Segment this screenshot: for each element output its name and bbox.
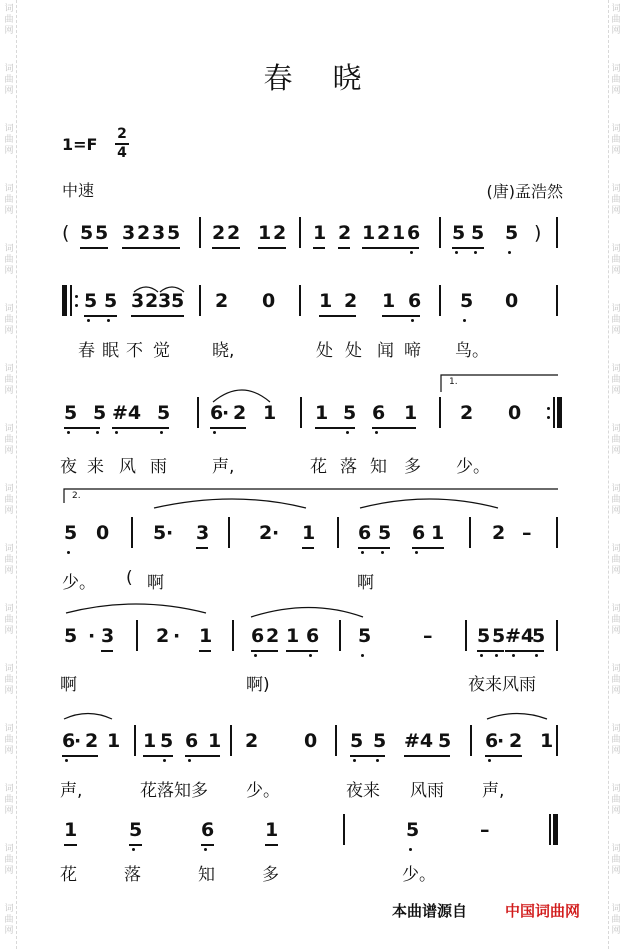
note: 5 — [129, 819, 143, 841]
underline-beam — [286, 650, 318, 652]
low-dot — [376, 759, 379, 762]
repeat-dot — [75, 304, 78, 307]
song-title: 春晓 — [263, 61, 402, 95]
final-barline-thick — [553, 814, 558, 845]
barline — [556, 285, 558, 316]
low-dot — [353, 759, 356, 762]
note: 1 — [286, 625, 300, 647]
lyric: 鸟。 — [455, 341, 489, 361]
note: · — [497, 730, 505, 752]
repeat-start-thin — [70, 285, 72, 316]
barline — [199, 285, 201, 316]
volta-1-bracket — [441, 375, 558, 392]
underline-beam — [199, 650, 211, 652]
barline — [465, 620, 467, 651]
note: 1 — [64, 819, 78, 841]
note: 5 — [95, 222, 109, 244]
underline-beam — [143, 755, 173, 757]
underline-beam — [201, 844, 214, 846]
low-dot — [65, 759, 68, 762]
barline — [470, 725, 472, 756]
lyric: 啼 — [404, 341, 421, 361]
underline-beam — [302, 547, 314, 549]
watermark-left: 词 曲 网 词 曲 网 词 曲 网 词 曲 网 词 曲 网 词 曲 网 词 曲 网 词 曲 网 词 曲 网 词 曲 网 词 曲 网 词 曲 网 词 曲 网 词 曲 网 词 曲 网 词 曲 网 — [2, 0, 17, 949]
note: 0 — [508, 402, 522, 424]
slur — [154, 499, 306, 508]
underline-beam — [212, 247, 240, 249]
underline-beam — [358, 547, 390, 549]
source-site-link[interactable]: 中国词曲网 — [505, 902, 581, 920]
key-signature: 1=F — [62, 135, 98, 154]
note: 1 — [313, 222, 327, 244]
barline — [199, 217, 201, 248]
lyric: 雨 — [150, 457, 167, 477]
note: 3 — [101, 625, 115, 647]
note: · — [222, 402, 230, 424]
slur — [66, 604, 206, 613]
underline-beam — [485, 755, 522, 757]
low-dot — [67, 431, 70, 434]
note: 5 — [64, 625, 78, 647]
repeat-start-thick — [62, 285, 67, 316]
low-dot — [455, 251, 458, 254]
underline-beam — [404, 755, 450, 757]
note: 6 — [185, 730, 199, 752]
lyric: 晓, — [212, 341, 235, 361]
barline — [556, 620, 558, 651]
lyric: 知 — [198, 865, 215, 885]
repeat-dot — [547, 407, 550, 410]
note: 1 — [319, 290, 333, 312]
underline-beam — [101, 650, 113, 652]
barline — [439, 217, 441, 248]
low-dot — [409, 848, 412, 851]
note: 2 — [460, 402, 474, 424]
staff-4 — [0, 521, 625, 575]
lyric: 啊 — [357, 573, 374, 593]
underline-beam — [196, 547, 208, 549]
barline — [335, 725, 337, 756]
note: – — [522, 522, 532, 544]
low-dot — [204, 848, 207, 851]
note: 2 — [245, 730, 259, 752]
note: 5 — [104, 290, 118, 312]
note: 2 — [492, 522, 506, 544]
staff-1 — [0, 221, 625, 275]
repeat-end-thick — [557, 397, 562, 428]
note: 5 — [84, 290, 98, 312]
note: 5 — [93, 402, 107, 424]
underline-beam — [319, 315, 356, 317]
lyric: 花 — [310, 457, 327, 477]
note: 5 — [373, 730, 387, 752]
note: 1 — [265, 819, 279, 841]
low-dot — [87, 319, 90, 322]
note: 5 — [460, 290, 474, 312]
note: 5 — [438, 730, 452, 752]
volta-2-bracket — [64, 489, 558, 503]
barline — [131, 517, 133, 548]
note: #4 — [112, 402, 142, 424]
note: 1 — [540, 730, 554, 752]
note: · — [74, 730, 82, 752]
lyrics-line-5 — [0, 670, 625, 698]
note: 1 — [208, 730, 222, 752]
note: 5 — [378, 522, 392, 544]
low-dot — [415, 551, 418, 554]
lyric: 啊 — [147, 573, 164, 593]
note: 5 — [171, 290, 185, 312]
underline-beam — [185, 755, 220, 757]
barline — [439, 285, 441, 316]
lyric: 闻 — [377, 341, 394, 361]
note: 2 — [266, 625, 280, 647]
repeat-end-thin — [553, 397, 555, 428]
note: 5 — [160, 730, 174, 752]
note: 5 — [471, 222, 485, 244]
note: 1 — [107, 730, 121, 752]
repeat-dot — [547, 416, 550, 419]
note: 6 — [407, 222, 421, 244]
note: 5 — [64, 402, 78, 424]
lyric: 不 — [126, 341, 143, 361]
lyric: 夜来 — [346, 781, 380, 801]
note: 0 — [96, 522, 110, 544]
note: 5 — [505, 222, 519, 244]
lyric: 春 — [78, 341, 95, 361]
note: · — [166, 522, 174, 544]
source-prefix: 本曲谱源自 — [392, 902, 468, 920]
lyricist: (唐)孟浩然 — [486, 182, 563, 201]
note: 3 — [131, 290, 145, 312]
note: 5 — [167, 222, 181, 244]
lyric: 知 — [370, 457, 387, 477]
note: 5 — [80, 222, 94, 244]
underline-beam — [131, 315, 184, 317]
low-dot — [488, 759, 491, 762]
slur — [360, 499, 498, 508]
note: 1 — [392, 222, 406, 244]
note: 5 — [157, 402, 171, 424]
lyric: 来 — [87, 457, 104, 477]
note: 1 — [263, 402, 277, 424]
barline — [469, 517, 471, 548]
low-dot — [495, 654, 498, 657]
note: 1 — [199, 625, 213, 647]
underline-beam — [452, 247, 484, 249]
volta-2-label: 2. — [72, 491, 81, 501]
underline-beam — [80, 247, 108, 249]
slur — [487, 714, 547, 720]
note: 1 — [404, 402, 418, 424]
lyric: 处 — [316, 341, 333, 361]
note: 0 — [505, 290, 519, 312]
low-dot — [474, 251, 477, 254]
lyric: 处 — [345, 341, 362, 361]
low-dot — [361, 654, 364, 657]
underline-beam — [338, 247, 350, 249]
note: 5 — [532, 625, 546, 647]
low-dot — [107, 319, 110, 322]
note: 5 — [477, 625, 491, 647]
underline-beam — [64, 844, 77, 846]
low-dot — [346, 431, 349, 434]
note: 5 — [64, 522, 78, 544]
low-dot — [96, 431, 99, 434]
lyrics-line-3 — [0, 452, 625, 480]
note: 1 — [258, 222, 272, 244]
watermark-right: 词 曲 网 词 曲 网 词 曲 网 词 曲 网 词 曲 网 词 曲 网 词 曲 网 词 曲 网 词 曲 网 词 曲 网 词 曲 网 词 曲 网 词 曲 网 词 曲 网 词 曲 网 词 曲 网 — [608, 0, 623, 949]
note: 5 — [452, 222, 466, 244]
note: 2 — [85, 730, 99, 752]
note: #4 — [505, 625, 535, 647]
staff-3 — [0, 401, 625, 455]
staff-2 — [0, 289, 625, 343]
note: 1 — [362, 222, 376, 244]
note: 5 — [406, 819, 420, 841]
note: 0 — [304, 730, 318, 752]
note: 1 — [143, 730, 157, 752]
underline-beam — [265, 844, 278, 846]
underline-beam — [382, 315, 420, 317]
note: ) — [534, 222, 542, 244]
note: 3 — [196, 522, 210, 544]
lyric: 风 — [119, 457, 136, 477]
note: 3 — [122, 222, 136, 244]
note: 5 — [492, 625, 506, 647]
lyric: 眠 — [102, 341, 119, 361]
barline — [343, 814, 345, 845]
note: 6 — [485, 730, 499, 752]
underline-beam — [477, 650, 504, 652]
note: 2 — [273, 222, 287, 244]
barline — [228, 517, 230, 548]
barline — [439, 397, 441, 428]
barline — [230, 725, 232, 756]
lyric: 觉 — [153, 341, 170, 361]
repeat-dot — [75, 295, 78, 298]
note: 5 — [153, 522, 167, 544]
note: 3 — [152, 222, 166, 244]
note: 2 — [156, 625, 170, 647]
barline — [339, 620, 341, 651]
lyric: 多 — [404, 457, 421, 477]
note: 5 — [343, 402, 357, 424]
note: 2 — [215, 290, 229, 312]
lyric: 声, — [212, 457, 235, 477]
note: 0 — [262, 290, 276, 312]
note: 6 — [201, 819, 215, 841]
underline-beam — [315, 427, 355, 429]
note: 2 — [227, 222, 241, 244]
note: · — [88, 625, 96, 647]
low-dot — [115, 431, 118, 434]
lyric: 少。 — [402, 865, 436, 885]
barline — [232, 620, 234, 651]
tempo-marking: 中速 — [62, 181, 95, 200]
note: 2 — [338, 222, 352, 244]
underline-beam — [64, 427, 100, 429]
underline-beam — [122, 247, 180, 249]
note: 1 — [315, 402, 329, 424]
underline-beam — [313, 247, 325, 249]
note: 6 — [306, 625, 320, 647]
low-dot — [410, 251, 413, 254]
low-dot — [480, 654, 483, 657]
lyrics-line-7 — [0, 860, 625, 888]
low-dot — [411, 319, 414, 322]
time-numerator: 2 — [117, 126, 127, 142]
note: 6 — [251, 625, 265, 647]
barline — [300, 397, 302, 428]
lyric: 声, — [60, 781, 83, 801]
note: 2 — [259, 522, 273, 544]
low-dot — [254, 654, 257, 657]
low-dot — [361, 551, 364, 554]
note: 6 — [372, 402, 386, 424]
lyric: 落 — [340, 457, 357, 477]
note: 1 — [382, 290, 396, 312]
time-signature — [115, 127, 129, 161]
lyric: 少。 — [246, 781, 280, 801]
lyrics-line-6 — [0, 776, 625, 804]
underline-beam — [412, 547, 444, 549]
note: ( — [62, 222, 70, 244]
note: · — [173, 625, 181, 647]
lyric: 风雨 — [410, 781, 444, 801]
low-dot — [512, 654, 515, 657]
underline-beam — [258, 247, 286, 249]
note: 3 — [158, 290, 172, 312]
lyric: 啊 — [60, 675, 77, 695]
final-barline-thin — [549, 814, 551, 845]
note: 2 — [233, 402, 247, 424]
note: 6 — [358, 522, 372, 544]
time-denominator: 4 — [117, 145, 127, 161]
note: 5 — [350, 730, 364, 752]
note: – — [423, 625, 433, 647]
lyric: 夜 — [60, 457, 77, 477]
note: 6 — [62, 730, 76, 752]
barline — [556, 517, 558, 548]
low-dot — [375, 431, 378, 434]
lyrics-line-2 — [0, 336, 625, 364]
lyric: ( — [126, 568, 133, 588]
lyric: 少。 — [456, 457, 490, 477]
low-dot — [160, 431, 163, 434]
lyric: 花落知多 — [140, 781, 208, 801]
note: 2 — [145, 290, 159, 312]
underline-beam — [210, 427, 246, 429]
note: 5 — [358, 625, 372, 647]
low-dot — [463, 319, 466, 322]
low-dot — [309, 654, 312, 657]
barline — [337, 517, 339, 548]
note: 2 — [212, 222, 226, 244]
note: 2 — [344, 290, 358, 312]
low-dot — [132, 848, 135, 851]
low-dot — [67, 551, 70, 554]
lyrics-line-4 — [0, 568, 625, 596]
low-dot — [188, 759, 191, 762]
barline — [134, 725, 136, 756]
barline — [556, 725, 558, 756]
underline-beam — [350, 755, 385, 757]
barline — [136, 620, 138, 651]
volta-1-label: 1. — [449, 377, 458, 387]
lyric: 啊) — [246, 675, 270, 695]
staff-6 — [0, 729, 625, 783]
underline-beam — [112, 427, 169, 429]
underline-beam — [362, 247, 419, 249]
underline-beam — [505, 650, 544, 652]
underline-beam — [84, 315, 117, 317]
low-dot — [508, 251, 511, 254]
underline-beam — [62, 755, 98, 757]
note: 1 — [431, 522, 445, 544]
note: 2 — [377, 222, 391, 244]
low-dot — [213, 431, 216, 434]
low-dot — [163, 759, 166, 762]
lyric: 少。 — [62, 573, 96, 593]
note: – — [480, 819, 490, 841]
note: 6 — [408, 290, 422, 312]
note: #4 — [404, 730, 434, 752]
lyric: 花 — [60, 865, 77, 885]
note: 1 — [302, 522, 316, 544]
low-dot — [535, 654, 538, 657]
slur — [64, 714, 112, 720]
barline — [197, 397, 199, 428]
barline — [299, 217, 301, 248]
note: 2 — [137, 222, 151, 244]
note: 6 — [210, 402, 224, 424]
barline — [556, 217, 558, 248]
low-dot — [381, 551, 384, 554]
underline-beam — [251, 650, 278, 652]
lyric: 夜来风雨 — [468, 675, 536, 695]
underline-beam — [372, 427, 416, 429]
note: · — [272, 522, 280, 544]
lyric: 声, — [482, 781, 505, 801]
note: 6 — [412, 522, 426, 544]
note: 2 — [509, 730, 523, 752]
barline — [299, 285, 301, 316]
lyric: 落 — [124, 865, 141, 885]
slur — [251, 608, 363, 618]
lyric: 多 — [262, 865, 279, 885]
underline-beam — [129, 844, 142, 846]
